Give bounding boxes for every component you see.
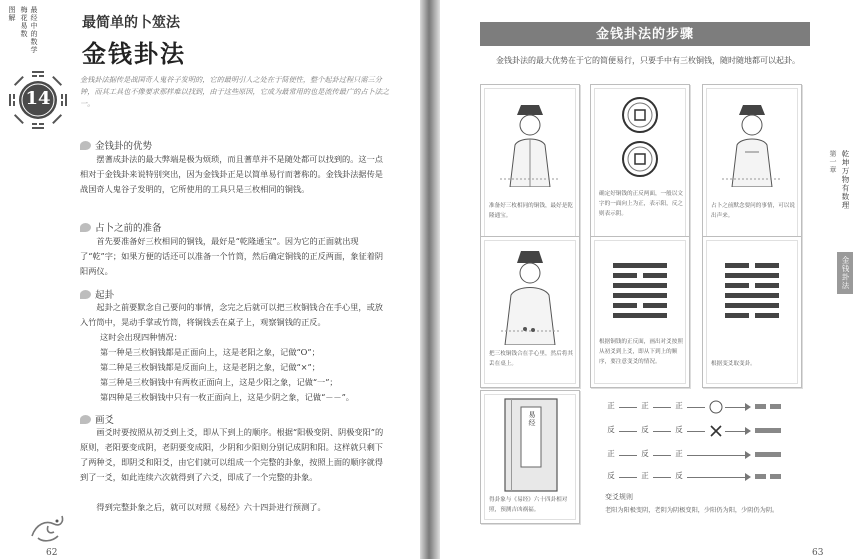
rules-description: 老阳为阳极变阴，老阴为阴极变阳，少阳仍为阳，少阴仍为阴。	[605, 507, 779, 514]
paragraph: 首先要准备好三枚相同的铜钱，最好是“乾隆通宝”。因为它的正面就出现了“乾”字；如果方便的话还可以准备一个竹筒，然后确定铜钱的正反两面，象征着阴阳两仪。	[80, 236, 384, 276]
leaf-bullet-icon	[80, 141, 91, 150]
side-chapter-title: 乾坤万物有数理	[841, 150, 850, 210]
case-line: 第二种是三枚铜钱都是反面向上，这是老阴之象，记做“×”；	[100, 362, 320, 372]
intro-text: 金钱卦法据传是战国奇人鬼谷子发明的，它的最明引人之处在于简便性，整个起卦过程只需三分钟，而其工具也不像要求那样难以找到，由于这些原因，它成为最常用的也是流传最广的占卜法之一。	[80, 75, 390, 108]
step-panel-2	[590, 84, 690, 242]
rule-yang: 正	[607, 449, 615, 458]
step-panel-4	[480, 236, 580, 388]
panel-caption: 根据变爻取变卦。	[711, 361, 756, 367]
rule-row-young-yin	[605, 470, 809, 484]
rule-yin: 反	[641, 449, 649, 458]
rule-yin: 反	[641, 425, 649, 434]
intro-text: 金钱卦法的最大优势在于它的简便易行，只要手中有三枚铜钱，随时随地都可以起卦。	[496, 56, 800, 65]
book-gutter	[420, 0, 440, 559]
panel-caption: 得卦象与《易经》六十四卦相对照，预测吉凶祸福。	[489, 497, 568, 513]
rule-yin: 反	[675, 471, 683, 480]
step-panel-5	[590, 236, 690, 388]
series-subtitle: 梅花易数	[20, 6, 28, 38]
left-page	[0, 0, 420, 559]
leaf-bullet-icon	[80, 415, 91, 424]
series-subtitle-2: 最经中的数学	[30, 6, 38, 54]
case-line: 这时会出现四种情况：	[100, 332, 182, 342]
section-number: 14	[25, 88, 51, 109]
dragon-ornament-icon	[28, 512, 68, 546]
scholar-figure-icon	[717, 97, 787, 187]
circle-mark-icon	[709, 400, 723, 414]
rule-yang: 正	[641, 471, 649, 480]
yang-line-icon	[755, 428, 781, 433]
leaf-bullet-icon	[80, 223, 91, 232]
rules-label: 变爻规则	[605, 493, 633, 501]
yang-line-icon	[755, 452, 781, 457]
case-line: 第四种是三枚铜钱中只有一枚正面向上，这是少阴之象，记做“－－”。	[100, 392, 354, 402]
hexagram-icon	[723, 261, 781, 321]
section-heading	[80, 138, 152, 152]
case-line: 第一种是三枚铜钱都是正面向上，这是老阳之象，记做“O”；	[100, 347, 320, 357]
section-heading-text: 金钱卦的优势	[95, 141, 153, 152]
step-panel-6	[702, 236, 802, 388]
cross-mark-icon	[709, 424, 723, 438]
panel-caption: 根据铜钱的正反面，画出对爻按照从初爻到上爻，即从下到上的顺序，要注意变爻的情况。	[599, 339, 683, 365]
leaf-bullet-icon	[80, 290, 91, 299]
rule-yin: 反	[675, 425, 683, 434]
paragraph: 摆蓍成卦法的最大弊端是极为烦琐，而且蓍草并不是随处都可以找到的。这一点相对于金钱卦来说特别突出，因为金钱卦正是以简单易行而著称的。金钱卦法据传是战国奇人鬼谷子发明的，它所使用的工具只是三枚相同的铜钱。	[80, 154, 383, 194]
side-tab-label: 金钱卦法	[841, 256, 850, 290]
page-title: 金钱卦法的步骤	[595, 27, 694, 42]
panel-caption: 确定好铜钱的正反两面，一般以文字的一面向上为正，表示阳，反之则表示阴。	[599, 191, 683, 217]
rule-yang: 正	[607, 401, 615, 410]
panel-caption: 占卜之前默念要问的事情，可以说出声来。	[711, 203, 795, 219]
section-subtitle: 最简单的卜筮法	[82, 15, 180, 31]
page-title: 金钱卦法	[82, 39, 186, 68]
paragraph: 画爻时要按照从初爻到上爻，即从下到上的顺序。根据“阳极变阴、阴极变阳”的原则，老阳要变成阴，老阴要变成阳，少阴和少阳则分别记成阴和阳。这样就只剩下了两种爻，即阴爻和阳爻，由它们就可以组成一个完整的卦象，按照上面的顺序就得到了一爻，如此连续六次就得到了六爻，即成了一个完整的卦象。	[80, 427, 384, 482]
section-heading-text: 占卜之前的准备	[95, 223, 162, 234]
rule-row-old-yang	[605, 400, 809, 414]
scholar-figure-icon	[495, 97, 565, 187]
coin-pair-icon	[619, 95, 661, 185]
yin-line-icon	[755, 404, 781, 409]
book-label: 易经	[528, 411, 536, 427]
rule-yang: 正	[675, 449, 683, 458]
rule-row-young-yang	[605, 448, 809, 462]
paragraph: 起卦之前要默念自己要问的事情，念完之后就可以把三枚铜钱合在手心里，或放入竹筒中，晃动手掌或竹筒，将铜钱丢在桌子上，观察铜钱的正反。	[80, 302, 383, 327]
page-number: 62	[46, 548, 58, 558]
panel-caption: 准备好三枚相同的铜钱，最好是乾隆通宝。	[489, 203, 573, 219]
panel-caption: 把三枚铜钱合在手心里，然后将其丢在桌上。	[489, 351, 573, 367]
rule-yin: 反	[607, 471, 615, 480]
case-line: 第三种是三枚铜钱中有两枚正面向上，这是少阳之象，记做“一”；	[100, 377, 338, 387]
section-heading	[80, 287, 114, 301]
step-panel-3	[702, 84, 802, 242]
change-rules-diagram	[605, 396, 809, 488]
hexagram-icon	[611, 261, 669, 321]
rule-yang: 正	[675, 401, 683, 410]
page-number: 63	[812, 548, 824, 558]
series-title: 图解	[8, 6, 16, 22]
step-panel-1	[480, 84, 580, 242]
step-panel-7	[480, 390, 580, 524]
rule-row-old-yin	[605, 424, 809, 438]
scholar-figure-icon	[495, 245, 565, 345]
section-heading-text: 画爻	[95, 415, 115, 426]
yin-line-icon	[755, 474, 781, 479]
section-heading	[80, 412, 114, 426]
rule-yang: 正	[641, 401, 649, 410]
side-chapter: 第一章	[829, 150, 837, 174]
section-heading	[80, 220, 162, 234]
section-heading-text: 起卦	[95, 290, 115, 301]
paragraph: 得到完整卦象之后，就可以对照《易经》六十四卦进行预测了。	[96, 502, 326, 512]
rule-yin: 反	[607, 425, 615, 434]
right-page	[440, 0, 860, 559]
